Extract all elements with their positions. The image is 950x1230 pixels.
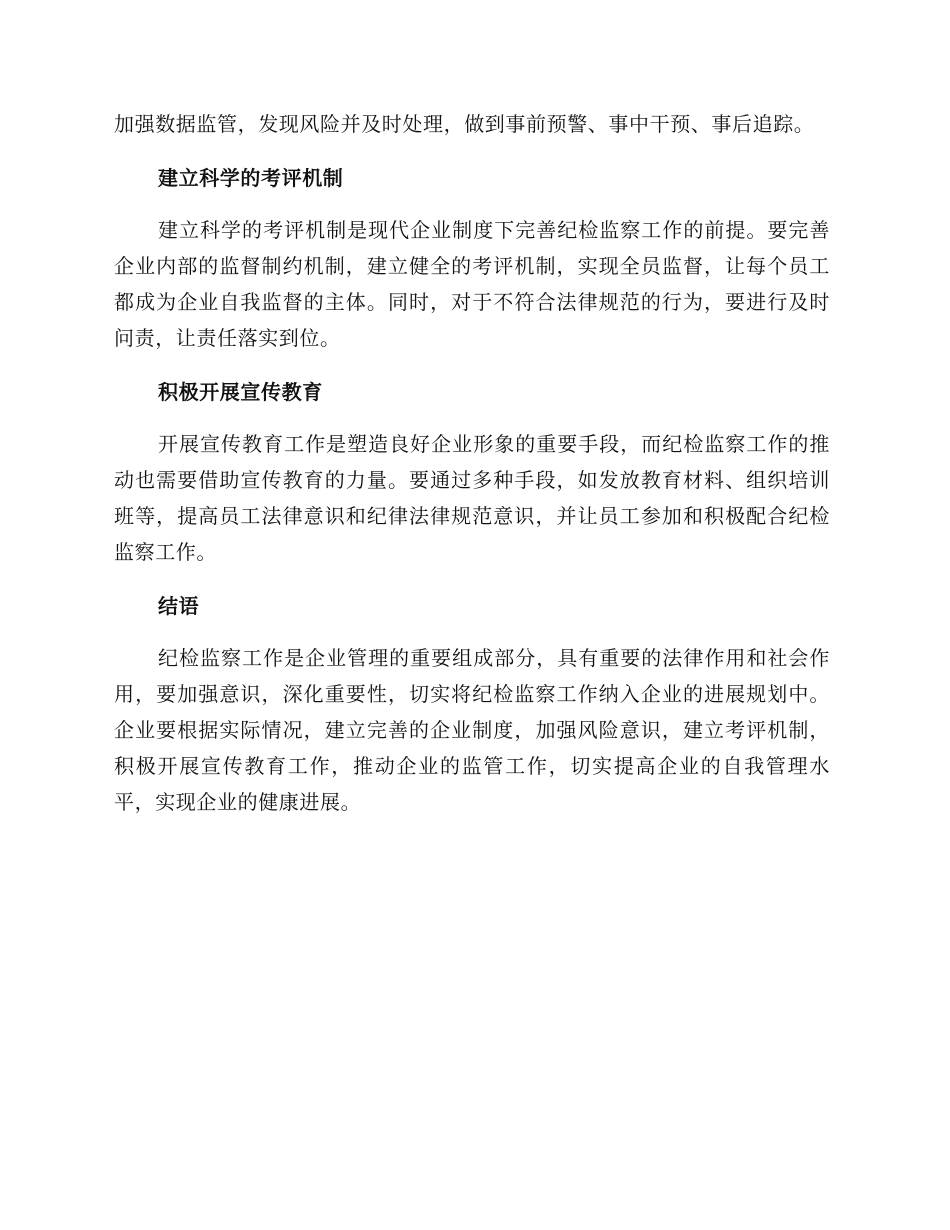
heading-conclusion: 结语: [158, 594, 200, 618]
heading-publicity-education: 积极开展宣传教育: [158, 380, 323, 404]
paragraph-publicity-education: 开展宣传教育工作是塑造良好企业形象的重要手段，而纪检监察工作的推动也需要借助宣传教育的力量。要通过多种手段，如发放教育材料、组织培训班等，提高员工法律意识和纪律法律规范意识，并让员工参加和积极配合纪检监察工作。: [114, 432, 830, 564]
document-body: [114, 106, 830, 820]
paragraph-evaluation-mechanism: 建立科学的考评机制是现代企业制度下完善纪检监察工作的前提。要完善企业内部的监督制约机制，建立健全的考评机制，实现全员监督，让每个员工都成为企业自我监督的主体。同时，对于不符合法律规范的行为，要进行及时问责，让责任落实到位。: [114, 218, 830, 350]
paragraph-conclusion: 纪检监察工作是企业管理的重要组成部分，具有重要的法律作用和社会作用，要加强意识，深化重要性，切实将纪检监察工作纳入企业的进展规划中。企业要根据实际情况，建立完善的企业制度，加强风险意识，建立考评机制，积极开展宣传教育工作，推动企业的监管工作，切实提高企业的自我管理水平，实现企业的健康进展。: [114, 646, 830, 814]
heading-evaluation-mechanism: 建立科学的考评机制: [158, 166, 344, 190]
paragraph-data-supervision: 加强数据监管，发现风险并及时处理，做到事前预警、事中干预、事后追踪。: [114, 112, 815, 136]
